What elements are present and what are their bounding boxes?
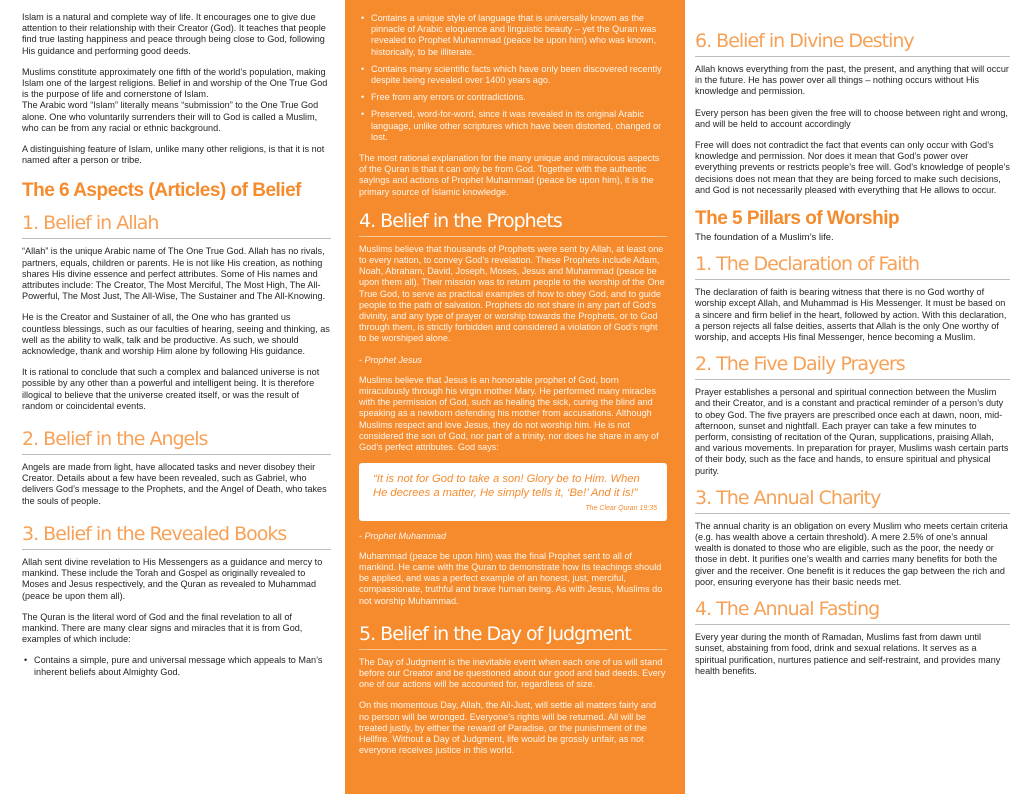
- section-paragraph: Angels are made from light, have allocated tasks and never disobey their Creator. Details about a few have been revealed, such as Gabriel, who delivers God’s message to the Prophets, and the Angel of Death, who takes the souls of people.: [22, 462, 327, 506]
- section-heading-fasting: 4. The Annual Fasting: [695, 598, 1010, 625]
- list-item: • Contains a simple, pure and universal message which appeals to Man’s inherent beliefs about Almighty God.: [34, 655, 331, 677]
- section-paragraph: He is the Creator and Sustainer of all, the One who has granted us countless blessings, such as our faculties of hearing, seeing and thinking, as well as the ability to walk, talk and be productive. As such, we should acknowledge, thank and worship Him alone by following His guidance.: [22, 312, 330, 357]
- section-heading-destiny: 6. Belief in Divine Destiny: [695, 30, 1010, 57]
- section-paragraph: The Day of Judgment is the inevitable event when each one of us will stand before our Creator and be questioned about our good and bad deeds. Every one of our actions will be accounted for, regardless of size.: [359, 656, 666, 690]
- section-paragraph: The Quran is the literal word of God and the final revelation to all of mankind. There are many clear signs and miracles that it is from God, examples of which include:: [22, 611, 303, 645]
- section-paragraph: The most rational explanation for the many unique and miraculous aspects of the Quran is that it can only be from God. Together with the authentic sayings and actions of Prophet Muhammad (peace be upon him), it is the primary source of Islamic knowledge.: [359, 153, 660, 197]
- section-heading-declaration: 1. The Declaration of Faith: [695, 253, 1010, 280]
- section-paragraph: It is rational to conclude that such a complex and balanced universe is not possible by any other than a powerful and intelligent being. It is therefore illogical to believe that the universe created itself, or was the result of random or coincidental events.: [22, 367, 320, 411]
- quote-box: [359, 463, 667, 520]
- intro-text: Muslims constitute approximately one fifth of the world’s population, making Islam one of the largest religions. Belief in and worship of the One True God is the purpose of life and cornerstone of Islam.: [22, 66, 328, 100]
- intro-paragraph: Islam is a natural and complete way of life. It encourages one to give due attention to their relationship with their Creator (God). It teaches that people find true lasting happiness and peace through being close to God, following His guidance and performing good deeds.: [22, 12, 326, 56]
- section-paragraph: On this momentous Day, Allah, the All-Just, will settle all matters fairly and no person will be wronged. Everyone’s rights will be returned. All will be treated justly, by either the reward of Paradise, or the punishment of the Hellfire. Without a Day of Judgment, life would be grossly unfair, as not everyone receives justice in this world.: [359, 700, 657, 756]
- list-item: • Preserved, word-for-word, since it was revealed in its original Arabic language, unlike other scriptures which have been distorted, changed or lost.: [371, 109, 667, 143]
- quote-text: “It is not for God to take a son! Glory be to Him. When He decrees a matter, He simply tells it, ‘Be!’ And it is!”: [373, 473, 640, 500]
- section-paragraph: Muslims believe that thousands of Prophets were sent by Allah, at least one to every nation, to convey God’s revelation. These Prophets include Adam, Noah, Abraham, David, Joseph, Moses, Jesus and Muhammad (peace be upon them all). Their mission was to return people to the worship of the One True God, to serve as practical examples of how to obey God, and to guide people to the path of salvation. Prophets do not share in any part of God’s divinity, and any type of prayer or worship towards the Prophets, or to God through them, is strictly forbidden and considered a violation of God’s right to be worshiped alone.: [359, 243, 665, 344]
- section-paragraph: Every year during the month of Ramadan, Muslims fast from dawn until sunset, abstaining from food, drink and sexual relations. It serves as a spiritual purification, nurtures patience and self-restraint, and provides many health benefits.: [695, 632, 1001, 676]
- section-paragraph: Muhammad (peace be upon him) was the final Prophet sent to all of mankind. He came with the Quran to demonstrate how its teachings should be applied, and was a perfect example of an honest, just, merciful, compassionate, truthful and brave human being. As with Jesus, Muslims do not worship Muhammad.: [359, 550, 663, 606]
- right-column: [685, 0, 1024, 794]
- list-item: • Contains many scientific facts which have only been discovered recently despite being revealed over 1400 years ago.: [371, 64, 667, 86]
- pillars-heading: The 5 Pillars of Worship: [695, 208, 900, 230]
- list-item: • Free from any errors or contradictions.: [371, 92, 667, 103]
- section-paragraph: Muslims believe that Jesus is an honorable prophet of God, born miraculously through his virgin mother Mary. He performed many miracles with the permission of God, such as healing the sick, curing the blind and speaking as a newborn defending his mother from accusations. Although Muslims respect and love Jesus, they do not worship him. He is not considered the son of God, nor part of a trinity, nor does he share in any of God’s perfect attributes. God says:: [359, 374, 659, 453]
- quote-source: The Clear Quran 19:35: [585, 505, 657, 513]
- section-paragraph: The annual charity is an obligation on every Muslim who meets certain criteria (e.g. has wealth above a certain threshold). A mere 2.5% of one’s annual wealth is donated to those who are eligible, such as the poor, the needy or those in debt. It purifies one’s wealth and carries many benefits for both the giver and the receiver. One benefit is it reduces the gap between the rich and poor, ensuring everyone has their basic needs met.: [695, 520, 1008, 587]
- section-paragraph: Allah sent divine revelation to His Messengers as a guidance and mercy to mankind. These include the Torah and Gospel as originally revealed to Moses and Jesus respectively, and the Quran as revealed to Muhammad (peace be upon them all).: [22, 556, 323, 601]
- section-paragraph: The declaration of faith is bearing witness that there is no God worthy of worship except Allah, and Muhammad is His Messenger. It must be based on a sincere and firm belief in the heart, followed by action. With this declaration, a person rejects all false deities, asserts that Allah is the only One worthy of worship, and accepts His final Messenger, hence becoming a Muslim.: [695, 287, 1007, 343]
- section-heading-allah: 1. Belief in Allah: [22, 212, 331, 239]
- section-heading-angels: 2. Belief in the Angels: [22, 428, 331, 455]
- quran-signs-list: [359, 13, 667, 143]
- quran-signs-list: [22, 655, 331, 677]
- intro-paragraph: A distinguishing feature of Islam, unlike many other religions, is that it is not named after a person or tribe.: [22, 144, 325, 166]
- intro-text: The Arabic word “Islam” literally means “submission” to the One True God alone. One who voluntarily surrenders their will to God is called a Muslim, who can be from any racial or ethnic background.: [22, 100, 319, 133]
- intro-paragraph: [22, 67, 331, 134]
- subheading-prophet-muhammad: - Prophet Muhammad: [359, 530, 447, 541]
- pillars-lead: The foundation of a Muslim’s life.: [695, 232, 834, 244]
- section-paragraph: “Allah” is the unique Arabic name of The One True God. Allah has no rivals, partners, equals, children or parents. He is not like His creation, as nothing shares His divine essence and perfect attributes. Some of His names and attributes include: The Creator, The Most Merciful, The Most High, The All-Powerful, The Most Just, The All-Wise, The Sustainer and The All-Knowing.: [22, 246, 326, 302]
- section-heading-charity: 3. The Annual Charity: [695, 487, 1010, 514]
- section-heading-prayers: 2. The Five Daily Prayers: [695, 353, 1010, 380]
- section-paragraph: Free will does not contradict the fact that events can only occur with God’s knowledge and permission. Nor does it mean that God’s power over everything prevents or restricts people’s free will. God’s knowledge of people’s decisions does not mean that they are being forced to make such decisions, and God is not necessarily pleased with everything that He allows to occur.: [695, 140, 1010, 195]
- left-column: [0, 0, 345, 794]
- list-item: • Contains a unique style of language that is universally known as the pinnacle of Arabic eloquence and linguistic beauty – yet the Quran was revealed to Prophet Muhammad (peace be upon him) who was known, historically, to be illiterate.: [371, 13, 667, 58]
- section-heading-books: 3. Belief in the Revealed Books: [22, 523, 331, 550]
- section-heading-prophets: 4. Belief in the Prophets: [359, 210, 667, 237]
- subheading-prophet-jesus: - Prophet Jesus: [359, 354, 423, 365]
- section-paragraph: Prayer establishes a personal and spiritual connection between the Muslim and their Creator, and is a constant and practical reminder of a person’s duty to obey God. The five prayers are prescribed once each at dawn, noon, mid-afternoon, sunset and nightfall. Each prayer can take a few minutes to perform, consisting of recitation of the Quran, supplications, praising Allah, and various movements. In preparation for prayer, Muslims wash certain parts of their body, such as the face and hands, to ensure spiritual and physical purity.: [695, 387, 1009, 476]
- section-paragraph: Allah knows everything from the past, the present, and anything that will occur in the future. He has power over all things – nothing occurs without His knowledge and permission.: [695, 64, 1009, 97]
- aspects-heading: The 6 Aspects (Articles) of Belief: [22, 180, 301, 202]
- middle-column: [345, 0, 685, 794]
- section-heading-judgment: 5. Belief in the Day of Judgment: [359, 623, 667, 650]
- section-paragraph: Every person has been given the free will to choose between right and wrong, and will be held to account accordingly: [695, 107, 1008, 129]
